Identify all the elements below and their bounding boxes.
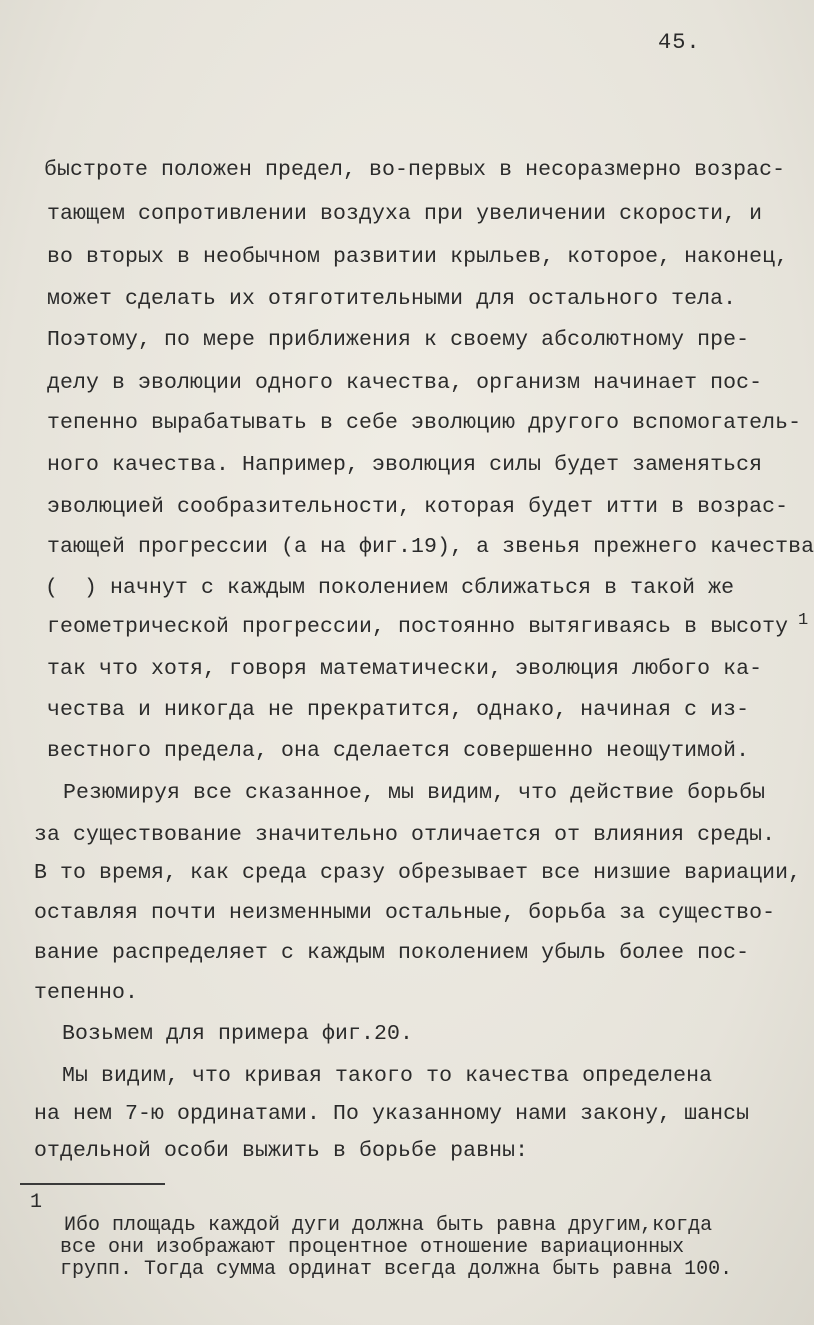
body-line: В то время, как среда сразу обрезывает все низшие вариации, [34, 861, 802, 885]
body-line: так что хотя, говоря математически, эволюция любого ка- [47, 657, 763, 681]
body-line: тающей прогрессии (а на фиг.19), а звенья прежнего качества [47, 535, 814, 559]
body-line: быстроте положен предел, во-первых в несоразмерно возрас- [44, 158, 786, 182]
footnote-line: групп. Тогда сумма ординат всегда должна быть равна 100. [60, 1258, 733, 1281]
body-line: вестного предела, она сделается совершенно неощутимой. [47, 739, 750, 763]
body-line: делу в эволюции одного качества, организм начинает пос- [47, 371, 763, 395]
body-line: Резюмируя все сказанное, мы видим, что действие борьбы [37, 781, 766, 805]
body-line: тепенно вырабатывать в себе эволюцию другого вспомогатель- [47, 411, 802, 435]
body-line: геометрической прогрессии, постоянно вытягиваясь в высоту [47, 615, 789, 639]
footnote-line: все они изображают процентное отношение вариационных [60, 1236, 685, 1259]
body-line: на нем 7-ю ординатами. По указанному нами закону, шансы [34, 1102, 750, 1126]
body-line: отдельной особи выжить в борьбе равны: [34, 1139, 529, 1163]
footnote-line: Ибо площадь каждой дуги должна быть равна другим,когда [64, 1214, 713, 1237]
body-line: Мы видим, что кривая такого то качества определена [36, 1064, 713, 1088]
body-line: Возьмем для примера фиг.20. [36, 1022, 414, 1046]
body-line: чества и никогда не прекратится, однако, начиная с из- [47, 698, 750, 722]
body-line: Поэтому, по мере приближения к своему абсолютному пре- [47, 328, 750, 352]
page-number: 45. [658, 30, 701, 55]
body-line: вание распределяет с каждым поколением убыль более пос- [34, 941, 750, 965]
body-line: тепенно. [34, 981, 139, 1005]
footnote-marker: 1 [30, 1191, 43, 1214]
body-line: тающем сопротивлении воздуха при увеличении скорости, и [47, 202, 763, 226]
body-line: эволюцией сообразительности, которая будет итти в возрас- [47, 495, 789, 519]
footnote-reference: 1 [798, 611, 809, 630]
footnote-divider [20, 1183, 165, 1185]
body-line: ного качества. Например, эволюция силы будет заменяться [47, 453, 763, 477]
body-line: ( ) начнут с каждым поколением сближаться в такой же [45, 576, 735, 600]
body-line: во вторых в необычном развитии крыльев, которое, наконец, [47, 245, 789, 269]
body-line: оставляя почти неизменными остальные, борьба за существо- [34, 901, 776, 925]
body-line: за существование значительно отличается от влияния среды. [34, 823, 776, 847]
body-line: может сделать их отяготительными для остального тела. [47, 287, 737, 311]
